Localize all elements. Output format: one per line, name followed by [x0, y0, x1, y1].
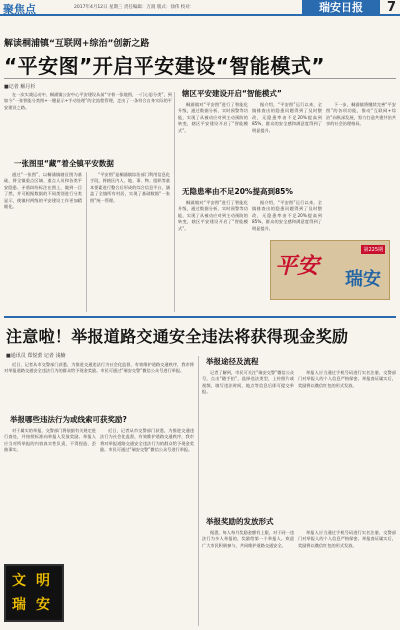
paragraph: 下一步，桐浦镇将继续完善“平安图”的各项功能，推动“互联网+综治”向纵深发展，努力打造共建共治共享的社会治理格局。 — [326, 102, 396, 127]
paragraph: 桐浦镇对“平安图”进行了智能化升级，通过数据分析、实时预警等功能，实现了从被动应对到主动预防的转变，辖区平安建设开启了“智能模式”。 — [178, 200, 248, 231]
lead-headline: “平安图”开启平安建设“智能模式” — [4, 54, 326, 78]
ruian-text: 瑞安 — [345, 269, 381, 290]
paragraph: 对于属实的举报，交警部门将依据有关规定进行查处，并按照标准向举报人发放奖励。举报人应当对所举报的内容真实性负责，不得捏造、歪曲事实。 — [4, 428, 96, 453]
feature-col-3 — [202, 370, 294, 510]
paragraph: “平安图”是桐浦镇综治部门利用信息化手段，将辖区内人、地、事、物、组织等基本要素进行整合后形成的综合信息平台，涵盖了全镇所有村居，实现了基础数据“一张图”统一管理。 — [90, 172, 170, 203]
lead-col-4 — [252, 102, 322, 182]
issue-tag: 第225期 — [363, 247, 383, 253]
paragraph: 在一次实战运动中，桐浦镇公安中心平安建设从前“守着一张地图，一门心思分类”，到如今“一张智能分类图+一键显示+手动处理”的全流程管理，走出了一条符合自身实际的平安建设之路。 — [4, 92, 172, 110]
paragraph: 通过“一张图”，以桐浦镇辖区图为基础，将全镇重点区域、重点人员和各类平安隐患、矛盾纠纷标注在图上，做到一目了然，并可根据数据的不同类别进行分类显示，使镇村两级的平安建设工作更加精细化。 — [4, 172, 82, 210]
feature-subhead-2: 举报途径及流程 — [206, 357, 259, 366]
lead-subhead-3: 无隐患率由不足20%提高到85% — [182, 187, 293, 196]
feature-col-5 — [202, 530, 294, 626]
lead-col-1 — [4, 172, 82, 312]
badge-char: 安 — [36, 597, 50, 613]
feature-col-1 — [4, 428, 96, 560]
ping-an-text: 平安 — [275, 253, 320, 279]
badge-char: 瑞 — [12, 597, 26, 613]
lead-subhead-1: 一张图里“藏”着全镇平安数据 — [14, 159, 114, 168]
newspaper-logo: 瑞安日报 — [302, 0, 380, 15]
lead-subhead-2: 辖区平安建设开启“智能模式” — [182, 89, 282, 98]
section-title: 聚焦点 — [3, 3, 36, 16]
feature-byline: ■通讯员 郑悦蕾 记者 浅楠 — [6, 353, 66, 359]
paragraph: 举报人应当通过手机号码进行实名注册，交警部门对举报人的个人信息严格保密。举报查证属实后，奖励将以微信红包的形式发放。 — [298, 370, 396, 388]
feature-subhead-3: 举报奖励的发放形式 — [206, 517, 274, 526]
paragraph: 据介绍，“平安图”运行以来，全镇排查出的隐患问题得到了及时整改，无隐患率由不足20%提高到85%，群众的安全感和满意度得到了明显提升。 — [252, 200, 322, 231]
paragraph: 据悉，每人每月奖励金额有上限，对于同一违法行为多人举报的，奖励给第一个举报人。欢迎广大市民积极参与，共同维护道路交通安全。 — [202, 530, 294, 548]
column-rule — [86, 172, 87, 312]
page-number: 7 — [386, 0, 396, 15]
issue-meta: 2017年4月12日 星期三 责任编辑：万润 版式：徐伟 校对： — [74, 5, 195, 10]
lead-col-2 — [90, 172, 170, 312]
badge-char: 文 — [12, 573, 26, 589]
feature-col-4 — [298, 370, 396, 510]
section-divider — [4, 316, 396, 318]
paragraph: 举报人应当通过手机号码进行实名注册，交警部门对举报人的个人信息严格保密。举报查证属实后，奖励将以微信红包的形式发放。 — [298, 530, 396, 548]
paragraph: 据介绍，“平安图”运行以来，全镇排查出的隐患问题得到了及时整改，无隐患率由不足20%提高到85%，群众的安全感和满意度得到了明显提升。 — [252, 102, 322, 133]
feature-subhead-1: 举报哪些违法行为或线索可获奖励? — [10, 415, 127, 424]
lead-kicker: 解读桐浦镇“互联网+综治”创新之路 — [4, 39, 150, 49]
lead-intro — [4, 92, 172, 150]
lead-byline: ■记者 解月杉 — [4, 84, 36, 90]
paragraph: 记者了解到，市民可关注“瑞安交警”微信公众号，点击“随手拍”，选择违法类型，上传照片或视频，填写违法时间、地点等信息后即可提交举报。 — [202, 370, 294, 395]
lead-col-3 — [178, 102, 248, 182]
paragraph: 桐浦镇对“平安图”进行了智能化升级，通过数据分析、实时预警等功能，实现了从被动应对到主动预防的转变，辖区平安建设开启了“智能模式”。 — [178, 102, 248, 133]
lead-col-3b — [178, 200, 248, 312]
ping-an-logo — [270, 240, 390, 300]
feature-col-2 — [100, 428, 194, 624]
divider — [4, 78, 396, 79]
column-rule — [198, 356, 199, 626]
culture-badge — [4, 564, 64, 622]
feature-headline: 注意啦！举报道路交通安全违法将获得现金奖励 — [6, 327, 349, 346]
masthead — [0, 0, 400, 16]
badge-char: 明 — [36, 573, 50, 589]
lead-col-5 — [326, 102, 396, 232]
feature-intro — [4, 362, 194, 410]
paragraph: 近日，记者从市交警部门获悉，为推进交通违法行为社会化监督，有效维护道路交通秩序，我市将对举报道路交通安全违法行为的群众给予现金奖励。市民可通过“瑞安交警”微信公众号进行举报。 — [4, 362, 194, 374]
feature-col-6 — [298, 530, 396, 626]
paragraph: 近日，记者从市交警部门获悉，为推进交通违法行为社会化监督，有效维护道路交通秩序，我市将对举报道路交通安全违法行为的群众给予现金奖励。市民可通过“瑞安交警”微信公众号进行举报。 — [100, 428, 194, 453]
column-rule — [174, 92, 175, 312]
